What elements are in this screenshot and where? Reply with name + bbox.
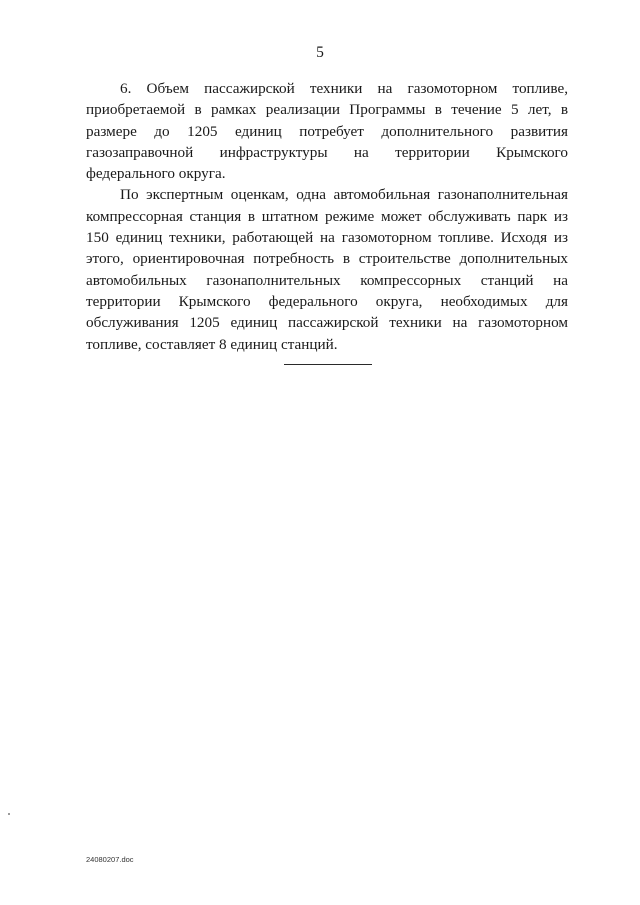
page-number: 5 [316, 44, 324, 61]
paragraph-expert-estimate: По экспертным оценкам, одна автомобильная газонаполнительная компрессорная станция в штатном режиме может обслуживать парк из 150 единиц техники, работающей на газомоторном топливе. Исходя из этого, ориентировочная потребность в строительстве дополнительных автомобильных газонаполнительных компрессорных станций на территории Крымского федерального округа, необходимых для обслуживания 1205 единиц пассажирской техники на газомоторном топливе, составляет 8 единиц станций. [86, 186, 568, 353]
document-body [86, 78, 568, 355]
footer-file-reference: 24080207.doc [86, 855, 134, 864]
scan-margin-mark [8, 813, 10, 815]
end-of-text-rule [284, 364, 372, 365]
paragraph-item-6: 6. Объем пассажирской техники на газомоторном топливе, приобретаемой в рамках реализации Программы в течение 5 лет, в размере до 1205 единиц потребует дополнительного развития газозаправочной инфраструктуры на территории Крымского федерального округа. [86, 80, 568, 183]
